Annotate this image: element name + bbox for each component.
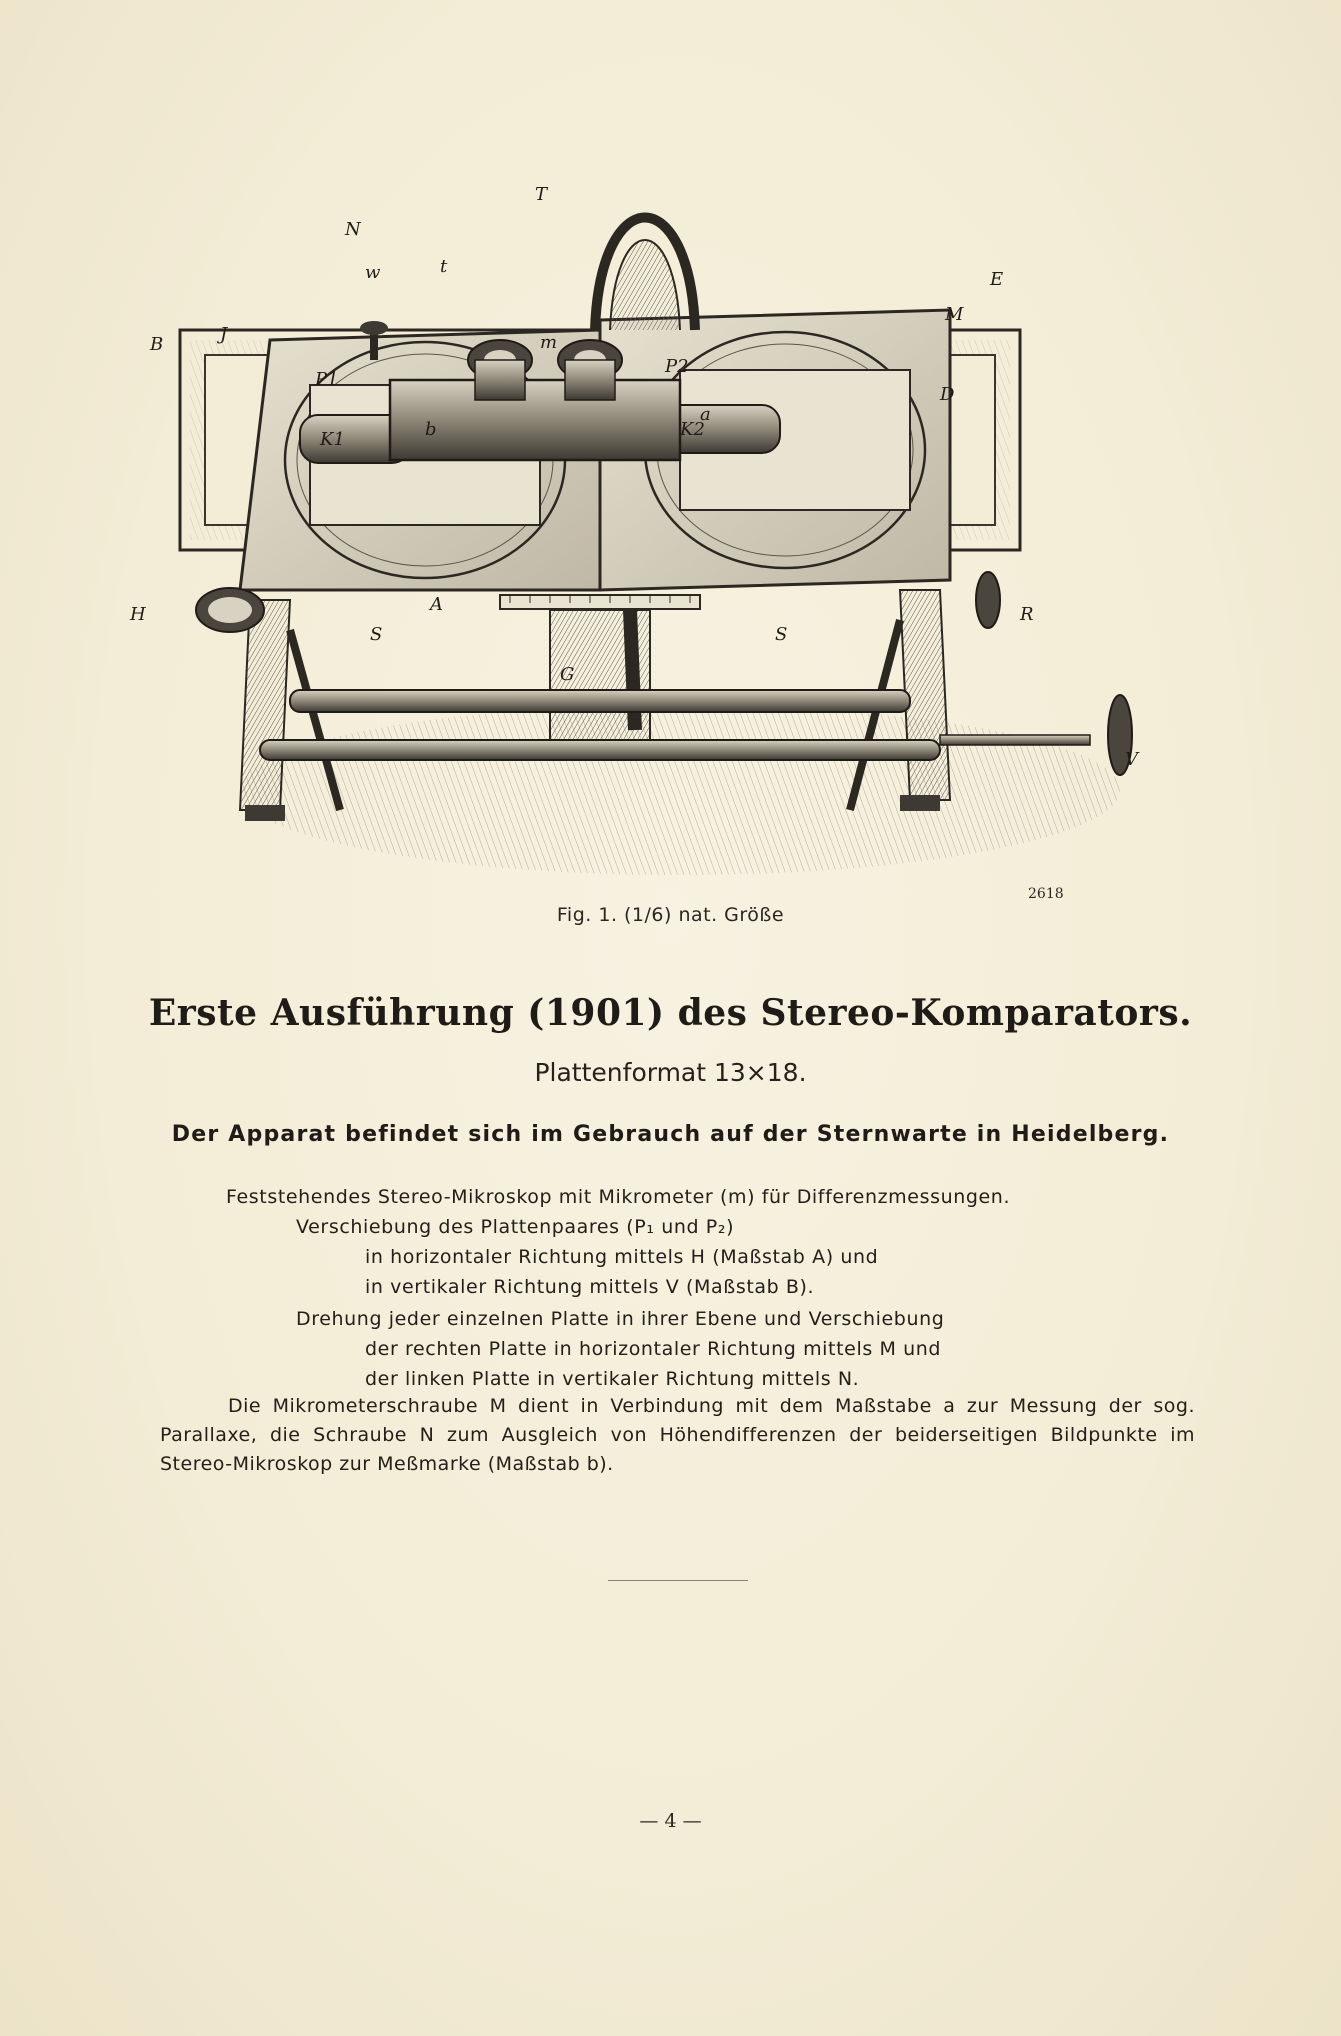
figure-letter-label: D: [940, 384, 955, 405]
figure-letter-label: S: [370, 624, 383, 645]
figure-letter-label: P2: [665, 356, 689, 377]
body-line: der linken Platte in vertikaler Richtung mittels N.: [365, 1368, 860, 1390]
page-title: Erste Ausführung (1901) des Stereo-Komparators.: [148, 992, 1193, 1034]
figure-letter-label: S: [775, 624, 788, 645]
figure-letter-label: T: [535, 184, 548, 205]
figure-letter-label: R: [1020, 604, 1034, 625]
figure-letter-label: w: [365, 262, 381, 283]
figure-letter-label: m: [540, 332, 558, 353]
body-line: der rechten Platte in horizontaler Richtung mittels M und: [365, 1338, 942, 1360]
figure-letter-label: a: [700, 404, 711, 425]
figure-letter-label: E: [990, 269, 1004, 290]
body-line: in vertikaler Richtung mittels V (Maßstab B).: [365, 1276, 815, 1298]
figure-letter-label: N: [345, 219, 361, 240]
figure-letter-label: M: [945, 304, 964, 325]
figure-letter-label: H: [130, 604, 146, 625]
figure-letter-label: t: [440, 256, 448, 277]
figure-letter-label: A: [430, 594, 443, 615]
figure-letter-label: b: [425, 419, 437, 440]
body-line: Drehung jeder einzelnen Platte in ihrer Ebene und Verschiebung: [296, 1308, 945, 1330]
figure-letter-label: K1: [320, 429, 345, 450]
figure-letter-label: V: [1125, 749, 1138, 770]
location-notice: Der Apparat befindet sich im Gebrauch auf der Sternwarte in Heidelberg.: [171, 1122, 1170, 1147]
figure-letter-label: P1: [315, 369, 339, 390]
subtitle: Plattenformat 13×18.: [534, 1058, 807, 1087]
page-number: — 4 —: [639, 1810, 702, 1832]
figure-letter-label: J: [220, 324, 228, 345]
body-line: Feststehendes Stereo-Mikroskop mit Mikrometer (m) für Differenzmessungen.: [226, 1186, 1011, 1208]
figure-letter-label: G: [560, 664, 575, 685]
figure-caption: Fig. 1. (1/6) nat. Größe: [556, 904, 785, 926]
figure-letter-label: B: [150, 334, 164, 355]
body-line: Verschiebung des Plattenpaares (P₁ und P₂): [296, 1216, 735, 1238]
plate-number: 2618: [1028, 886, 1064, 902]
stereo-comparator-illustration: [130, 184, 1210, 900]
divider: [608, 1580, 748, 1581]
body-paragraph: Die Mikrometerschraube M dient in Verbindung mit dem Maßstabe a zur Messung der sog. Parallaxe, die Schraube N zum Ausgleich von Höhendifferenzen der beiderseitigen Bildpunkte im Stereo-Mikroskop zur Meßmarke (Maßstab b).: [160, 1395, 1195, 1475]
figure-letter-label: K2: [680, 419, 705, 440]
body-line: in horizontaler Richtung mittels H (Maßstab A) und: [365, 1246, 879, 1268]
